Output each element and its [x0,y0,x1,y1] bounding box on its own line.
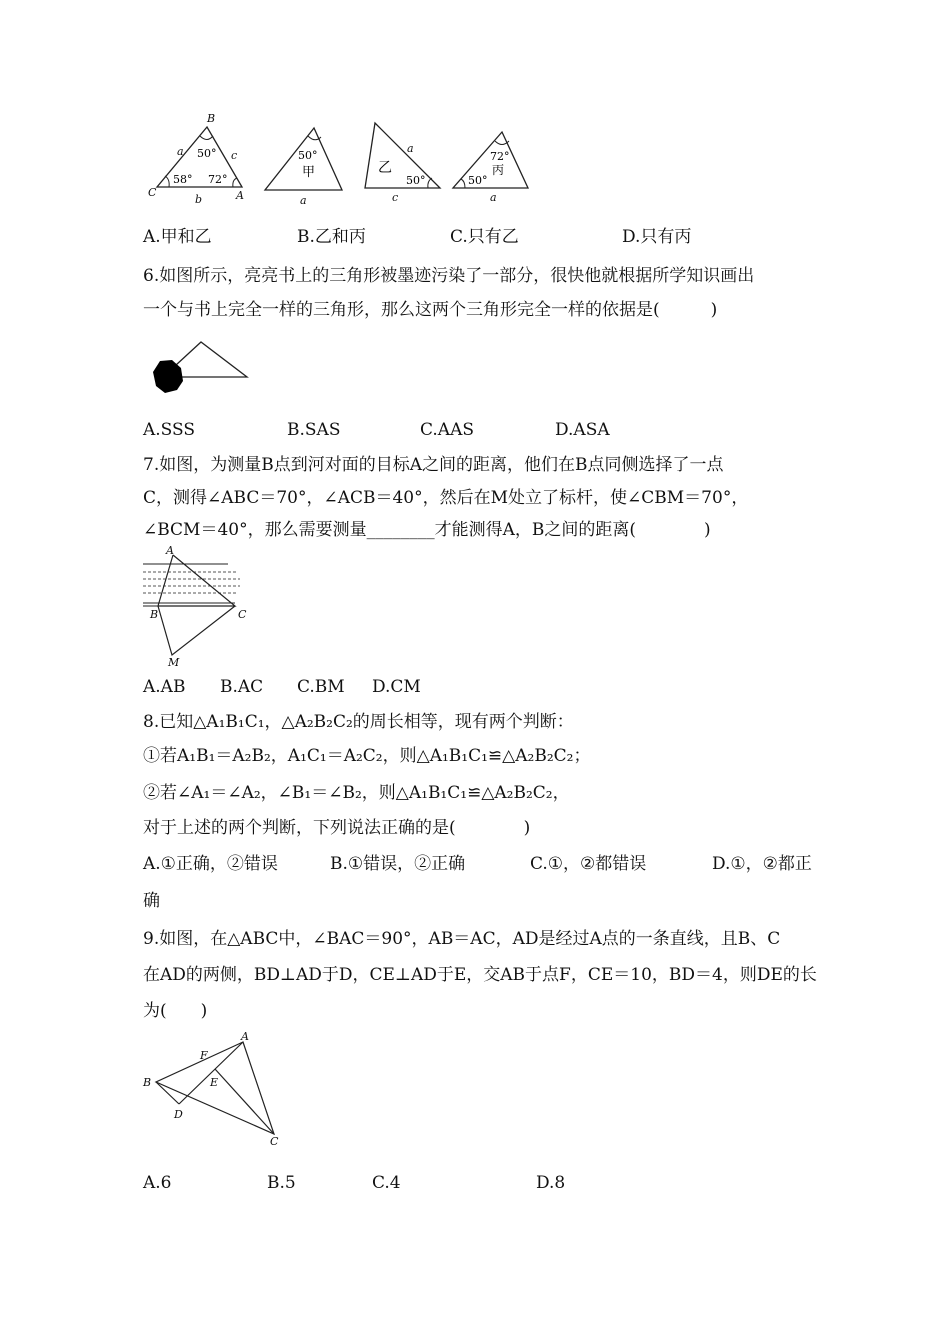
side-label: a [490,191,497,204]
q8-option-d-wrap: 确 [143,891,160,911]
q5-option-a[interactable]: A.甲和乙 [143,227,212,247]
q5-figure-triangle-jia [260,120,350,210]
q9-figure-triangle [140,1030,290,1150]
point-e-label: E [210,1076,219,1089]
q7-option-a[interactable]: A.AB [143,677,186,697]
vertex-a-label: A [236,189,244,202]
q8-judgement-2: ②若∠A₁＝∠A₂，∠B₁＝∠B₂，则△A₁B₁C₁≌△A₂B₂C₂， [143,783,570,803]
q6-option-a[interactable]: A.SSS [143,420,196,440]
angle-b-label: 50° [197,147,217,160]
q5-figure-triangle-yi [360,115,450,210]
q6-figure-ink-stained-triangle [148,338,253,400]
q6-option-c[interactable]: C.AAS [420,420,475,440]
q8-stem-question: 对于上述的两个判断，下列说法正确的是( ) [143,818,531,838]
triangle-name: 丙 [492,163,505,177]
q6-stem-line-1: 6.如图所示，亮亮书上的三角形被墨迹污染了一部分，很快他就根据所学知识画出 [143,266,755,286]
side-a-label: a [177,145,184,158]
point-d-label: D [174,1108,183,1121]
q7-option-b[interactable]: B.AC [220,677,264,697]
point-f-label: F [200,1049,208,1062]
q8-judgement-1: ①若A₁B₁＝A₂B₂，A₁C₁＝A₂C₂，则△A₁B₁C₁≌△A₂B₂C₂； [143,746,591,766]
side-c-label: c [231,149,238,162]
angle-label: 50° [298,149,318,162]
point-m-label: M [168,656,180,669]
angle-a-label: 72° [208,173,228,186]
q8-option-a[interactable]: A.①正确，②错误 [143,854,278,874]
q5-option-b[interactable]: B.乙和丙 [297,227,366,247]
q7-stem-line-1: 7.如图，为测量B点到河对面的目标A之间的距离，他们在B点同侧选择了一点 [143,455,724,475]
q5-figure-triangle-abc [145,110,250,205]
point-c-label: C [270,1135,279,1148]
q9-stem-line-1: 9.如图，在△ABC中，∠BAC＝90°，AB＝AC，AD是经过A点的一条直线，且B、C [143,929,781,949]
q8-option-d[interactable]: D.①，②都正 [712,854,812,874]
q5-option-c[interactable]: C.只有乙 [450,227,519,247]
q9-option-d[interactable]: D.8 [536,1173,566,1193]
q7-option-d[interactable]: D.CM [372,677,421,697]
triangle-name: 甲 [302,165,316,180]
q8-stem-line-1: 8.已知△A₁B₁C₁，△A₂B₂C₂的周长相等，现有两个判断： [143,712,574,732]
q8-option-b[interactable]: B.①错误，②正确 [330,854,466,874]
q5-figure-triangle-bing [448,125,538,210]
triangle-name: 乙 [378,160,392,176]
angle-label: 50° [406,174,426,187]
vertex-c-label: C [148,186,157,199]
q7-stem-line-3: ∠BCM＝40°，那么需要测量________才能测得A，B之间的距离( ) [143,520,711,540]
point-a-label: A [166,544,174,557]
ink-blot [153,360,183,393]
side-c-label: c [392,191,399,204]
vertex-b-label: B [207,112,216,125]
q9-stem-line-2: 在AD的两侧，BD⊥AD于D，CE⊥AD于E，交AB于点F，CE＝10，BD＝4，则DE的长 [143,965,817,985]
q8-option-c[interactable]: C.①，②都错误 [530,854,647,874]
q7-option-c[interactable]: C.BM [297,677,345,697]
angle-c-label: 58° [173,173,193,186]
q6-stem-line-2: 一个与书上完全一样的三角形，那么这两个三角形完全一样的依据是( ) [143,300,718,320]
side-b-label: b [195,193,203,206]
q9-stem-line-3: 为( ) [143,1001,208,1021]
q7-stem-line-2: C，测得∠ABC＝70°，∠ACB＝40°，然后在M处立了标杆，使∠CBM＝70°， [143,488,749,508]
q9-option-c[interactable]: C.4 [372,1173,401,1193]
q9-option-b[interactable]: B.5 [267,1173,296,1193]
side-a-label: a [407,142,414,155]
point-b-label: B [143,1076,152,1089]
side-label: a [300,194,307,207]
q6-option-d[interactable]: D.ASA [555,420,610,440]
q5-option-d[interactable]: D.只有丙 [622,227,692,247]
q9-option-a[interactable]: A.6 [143,1173,172,1193]
point-a-label: A [241,1030,249,1043]
q7-figure-river [140,545,255,670]
angle-top-label: 72° [490,150,510,163]
q6-option-b[interactable]: B.SAS [287,420,341,440]
point-c-label: C [238,608,247,621]
angle-left-label: 50° [468,174,488,187]
point-b-label: B [150,608,159,621]
